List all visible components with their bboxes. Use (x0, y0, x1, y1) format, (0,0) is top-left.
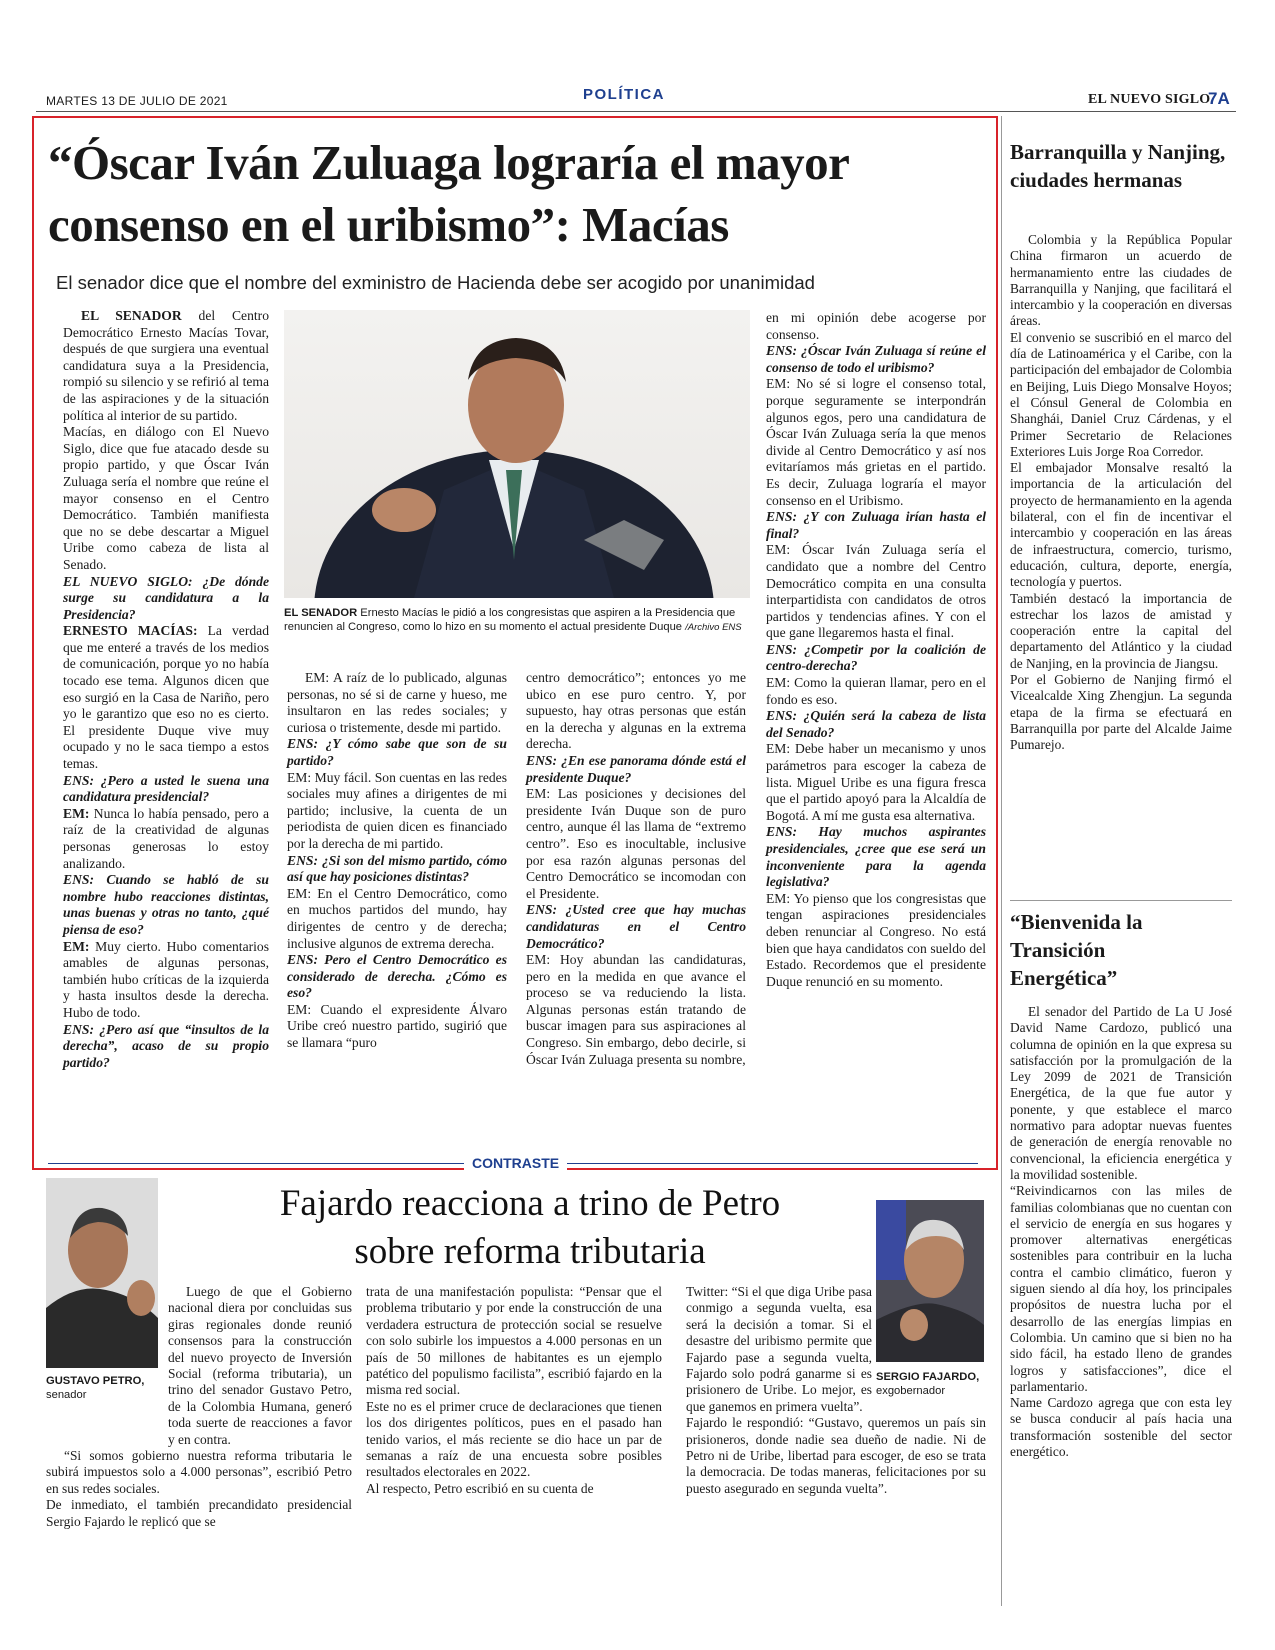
answer: EM: Cuando el expresidente Álvaro Uribe creó nuestro partido, sugirió que se llamara “puro (287, 1001, 507, 1051)
paragraph: Luego de que el Gobierno nacional diera por concluidas sus giras regionales donde reunió consensos para la construcción del nuevo proyecto de Inversión Social (reforma tributaria), un trino del senador Gustavo Petro, de la Colombia Humana, generó toda suerte de reacciones a favor y en contra. (168, 1284, 352, 1447)
answer: EM: Hoy abundan las candidaturas, pero en la medida en que avance el proceso se va reduciendo la lista. Algunas personas están tratando de buscar imagen para sus aspiraciones al Congreso. Sin embargo, debo decirle, si Óscar Iván Zuluaga presenta su nombre, (526, 952, 746, 1067)
sidebar-rule (1001, 116, 1002, 1606)
photo-caption (284, 606, 746, 635)
page-number: 7A (1208, 89, 1230, 108)
petro-role: senador (46, 1389, 87, 1401)
question: ENS: ¿Y cómo sabe que son de su partido? (287, 736, 507, 768)
main-column-1 (63, 308, 269, 1071)
paragraph: El senador del Partido de La U José David Name Cardozo, publicó una columna de opinión en la que expresa su satisfacción por la promulgación de la Ley 2099 de 2021 de Transición Energética, de la que fue autor y ponente, y que establece el marco normativo para adoptar nuevas fuentes de generación de energía renovable no convencional, la eficiencia energética y la movilidad sostenible. (1010, 1004, 1232, 1182)
answer: en mi opinión debe acogerse por consenso. (766, 310, 986, 342)
paragraph: El convenio se suscribió en el marco del día de Latinoamérica y el Caribe, con la participación del embajador de Colombia en Beijing, Luis Diego Monsalve Hoyos; el Cónsul General de Colombia en Shanghái, Daniel Cruz Cárdenas, y el Primer Secretario de Relaciones Exteriores Luis Jorge Roa Corredor. (1010, 329, 1232, 459)
question: ENS: ¿En ese panorama dónde está el presidente Duque? (526, 752, 746, 785)
answer: EM: Muy fácil. Son cuentas en las redes sociales muy afines a dirigentes de mi partido; inclusive, la cuenta de un periodista de quien dicen es financiado por la derecha de mi partido. (287, 769, 507, 851)
answer: La verdad que me enteré a través de los medios de comunicación, porque yo no había tocado ese tema. Algunos dicen que eso surgió en la Casa de Nariño, pero yo le garantizo que eso no es cierto. El presidente Duque vive muy ocupado y no le saca tiempo a estos temas. (63, 623, 269, 772)
paragraph: También destacó la importancia de estrechar los lazos de amistad y cooperación entre la capital del departamento del Atlántico y la ciudad de Nanjing, en la provincia de Jiangsu. (1010, 590, 1232, 671)
answer: EM: No sé si logre el consenso total, porque seguramente se interpondrán algunos egos, pero una candidatura de Óscar Iván Zuluaga sería la que menos divide al Centro Democrático y así nos evitaríamos más grietas en el partido. Es decir, Zuluaga lograría el mayor consenso en el Uribismo. (766, 376, 986, 508)
fajardo-name: SERGIO FAJARDO, (876, 1371, 980, 1383)
contraste-headline-line-2: sobre reforma tributaria (354, 1231, 706, 1272)
photo-credit: /Archivo ENS (685, 622, 742, 633)
contraste-headline-line-1: Fajardo reacciona a trino de Petro (279, 1183, 781, 1224)
paragraph: “Reivindicarnos con las miles de familias colombianas que no cuentan con el servicio de energía en sus hogares y promover alternativas energéticas sostenibles para contribuir en la lucha contra el cambio climático, fueron y siguen siendo al día hoy, los principales propósitos de nuestra lucha por el desarrollo de las energías limpias en Colombia. Un camino que si bien no ha sido fácil, ha estado lleno de grandes logros y satisfacciones”, dice el parlamentario. (1010, 1183, 1232, 1394)
answer: EM: Óscar Iván Zuluaga sería el candidato que a nombre del Centro Democrático compita en una consulta interpartidista con candidatos de otros partidos y tendencias afines. Y con el que gane llegaremos hasta el final. (766, 542, 986, 641)
answer-lead: EM: (63, 805, 90, 821)
question: ENS: ¿Quién será la cabeza de lista del Senado? (766, 708, 986, 740)
headline-line-1: “Óscar Iván Zuluaga lograría el mayor (48, 135, 850, 190)
paragraph: trata de una manifestación populista: “Pensar que el problema tributario y por ende la construcción de una verdadera estructura de protección social se resuelve con solo subirle los impuestos a 4.000 personas en un país de 50 millones de habitantes es un ejemplo patético del populismo facilista”, escribió fajardo en la misma red social. (366, 1284, 662, 1398)
fajardo-caption (876, 1370, 996, 1398)
paragraph: del Centro Democrático Ernesto Macías Tovar, después de que surgiera una eventual candidatura suya a la Presidencia, rompió su silencio y se refirió al tema de las aspiraciones y de la situación política al interior de su partido. (63, 308, 269, 423)
question: EL NUEVO SIGLO: ¿De dónde surge su candidatura a la Presidencia? (63, 573, 269, 622)
sidebar-story-1-title: Barranquilla y Nanjing, ciudades hermanas (1010, 140, 1226, 192)
paragraph: Macías, en diálogo con El Nuevo Siglo, dice que fue atacado desde su propio partido, y que Óscar Iván Zuluaga sería el nombre que reúne el mayor consenso en el Centro Democrático. También manifiesta que no se debe descartar a Miguel Uribe como cabeza de lista al Senado. (63, 424, 269, 572)
sidebar-divider (1010, 900, 1232, 901)
answer: Nunca lo había pensado, pero a raíz de la creatividad de algunas personas generosas lo estoy analizando. (63, 805, 269, 871)
question: ENS: ¿Usted cree que hay muchas candidaturas en el Centro Democrático? (526, 902, 746, 951)
answer: Muy cierto. Hubo comentarios amables de algunas personas, también hubo críticas de la izquierda y hasta insultos desde la derecha. Hubo de todo. (63, 938, 269, 1020)
main-column-3 (526, 670, 746, 1068)
answer: EM: Como la quieran llamar, pero en el fondo es eso. (766, 675, 986, 707)
paragraph: Este no es el primer cruce de declaraciones que tienen los dos dirigentes políticos, pues en el pasado han tenido varios, el más reciente se dio hace un par de semanas a raíz de una encuesta sobre posibles resultados electorales en 2022. (366, 1398, 662, 1480)
question: ENS: ¿Si son del mismo partido, cómo así que hay posiciones distintas? (287, 852, 507, 885)
answer: EM: A raíz de lo publicado, algunas personas, no sé si de carne y hueso, me insultaron en las redes sociales; y curiosa o tristemente, desde mi partido. (287, 670, 507, 735)
paragraph: “Si somos gobierno nuestra reforma tributaria le subirá impuestos solo a 4.000 personas”, escribió Petro en sus redes sociales. (46, 1448, 352, 1496)
paper-name: EL NUEVO SIGLO (1088, 92, 1211, 107)
question: ENS: Pero el Centro Democrático es considerado de derecha. ¿Cómo es eso? (287, 952, 507, 1001)
answer: EM: Debe haber un mecanismo y unos parámetros para escoger la cabeza de lista. Miguel Uribe es una figura fresca que el partido apoyó para la Alcaldía de Bogotá. A mí me gusta esa alternativa. (766, 741, 986, 823)
paragraph: Name Cardozo agrega que con esta ley se busca conducir al país hacia una transformación sostenible del sector energético. (1010, 1395, 1232, 1460)
macias-photo (284, 310, 750, 598)
article-lead: EL SENADOR (81, 308, 182, 323)
paragraph: El embajador Monsalve resaltó la importancia de la articulación del proyecto de hermanamiento en la agenda bilateral, con el fin de incentivar el intercambio y cooperación en las áreas de infraestructura, comercio, turismo, educación, cultura, deporte, energía, tecnología y puertos. (1010, 460, 1232, 590)
paragraph: Al respecto, Petro escribió en su cuenta de (366, 1480, 594, 1496)
answer: EM: Yo pienso que los congresistas que tengan aspiraciones presidenciales deben renunciar al Congreso. No está bien que haya candidatos con sueldo del Estado. Recordemos que el presidente Duque renunció en su momento. (766, 890, 986, 989)
question: ENS: ¿Pero a usted le suena una candidatura presidencial? (63, 772, 269, 805)
answer: centro democrático”; entonces yo me ubico en ese puro centro. Y, por supuesto, hay otras personas que están en la derecha y algunas en la extrema derecha. (526, 670, 746, 752)
question: ENS: Cuando se habló de su nombre hubo reacciones distintas, unas buenas y otras no tanto, ¿qué piensa de eso? (63, 872, 269, 937)
contraste-headline (200, 1180, 860, 1276)
fajardo-role: exgobernador (876, 1385, 946, 1397)
question: ENS: ¿Y con Zuluaga irían hasta el final? (766, 509, 986, 541)
sidebar-story-2-body (1010, 1004, 1232, 1460)
caption-text: Ernesto Macías le pidió a los congresistas que aspiren a la Presidencia que renuncien al Congreso, como lo hizo en su momento el actual presidente Duque (284, 607, 736, 633)
header-rule (36, 111, 1236, 112)
question: ENS: Hay muchos aspirantes presidenciales, ¿cree que ese será un inconveniente para la agenda legislativa? (766, 824, 986, 890)
answer: EM: Las posiciones y decisiones del presidente Iván Duque son de puro centro, aunque él las llama de “extremo centro”. Eso es inocultable, inclusive por esa razón algunas personas del Centro Democrático se incomodan con el Presidente. (526, 786, 746, 901)
headline-line-2: consenso en el uribismo”: Macías (48, 197, 729, 252)
answer: EM: En el Centro Democrático, como en muchos partidos del mundo, hay dirigentes de centro y de derecha; inclusive algunos de extrema derecha. (287, 885, 507, 951)
main-headline (48, 132, 978, 256)
contraste-label: CONTRASTE (464, 1155, 567, 1171)
answer-lead: ERNESTO MACÍAS: (63, 623, 198, 639)
main-column-4 (766, 310, 986, 990)
paragraph: Fajardo le respondió: “Gustavo, queremos un país sin prisioneros, donde nadie sea dueño de nadie. Ni de Petro ni de Uribe, libertad para escoger, de eso se trata la democracia. De todas maneras, felicitaciones por su puesto asegurado en segunda vuelta”. (686, 1415, 986, 1496)
contraste-column-1 (46, 1284, 352, 1530)
question: ENS: ¿Óscar Iván Zuluaga sí reúne el consenso de todo el uribismo? (766, 343, 986, 375)
answer-lead: EM: (63, 938, 90, 954)
caption-lead: EL SENADOR (284, 607, 358, 619)
main-column-2 (287, 670, 507, 1052)
sidebar-story-1-body (1010, 232, 1232, 754)
petro-name: GUSTAVO PETRO, (46, 1375, 145, 1387)
sidebar-story-2-title: “Bienvenida la Transición Energética” (1010, 910, 1143, 990)
question: ENS: ¿Pero así que “insultos de la derecha”, acaso de su propio partido? (63, 1021, 269, 1070)
fajardo-photo (876, 1200, 984, 1362)
paragraph: Twitter: “Si el que diga Uribe pasa conmigo a segunda vuelta, esa será la decisión a tomar. Si el desastre del uribismo permite que Fajardo pase a segunda vuelta, Fajardo solo podrá ganarme si es prisionero de Uribe. Lo mejor, es que ganemos en primera vuelta”. (686, 1284, 872, 1414)
question: ENS: ¿Competir por la coalición de centro-derecha? (766, 641, 986, 674)
subheadline: El senador dice que el nombre del exministro de Hacienda debe ser acogido por unanimidad (56, 272, 815, 293)
paragraph: Colombia y la República Popular China firmaron un acuerdo de hermanamiento entre las ciudades de Barranquilla y Nanjing, que facilitará el intercambio y la cooperación en diversas áreas. (1010, 232, 1232, 329)
section-label: POLÍTICA (583, 86, 665, 103)
paragraph: De inmediato, el también precandidato presidencial Sergio Fajardo le replicó que se (46, 1497, 352, 1529)
paragraph: Por el Gobierno de Nanjing firmó el Vicealcalde Xing Zhengjun. La segunda etapa de la firma se efectuará en Barranquilla por parte del Alcalde Jaime Pumarejo. (1010, 672, 1232, 753)
issue-date: MARTES 13 DE JULIO DE 2021 (46, 94, 228, 108)
contraste-column-2 (366, 1284, 662, 1497)
